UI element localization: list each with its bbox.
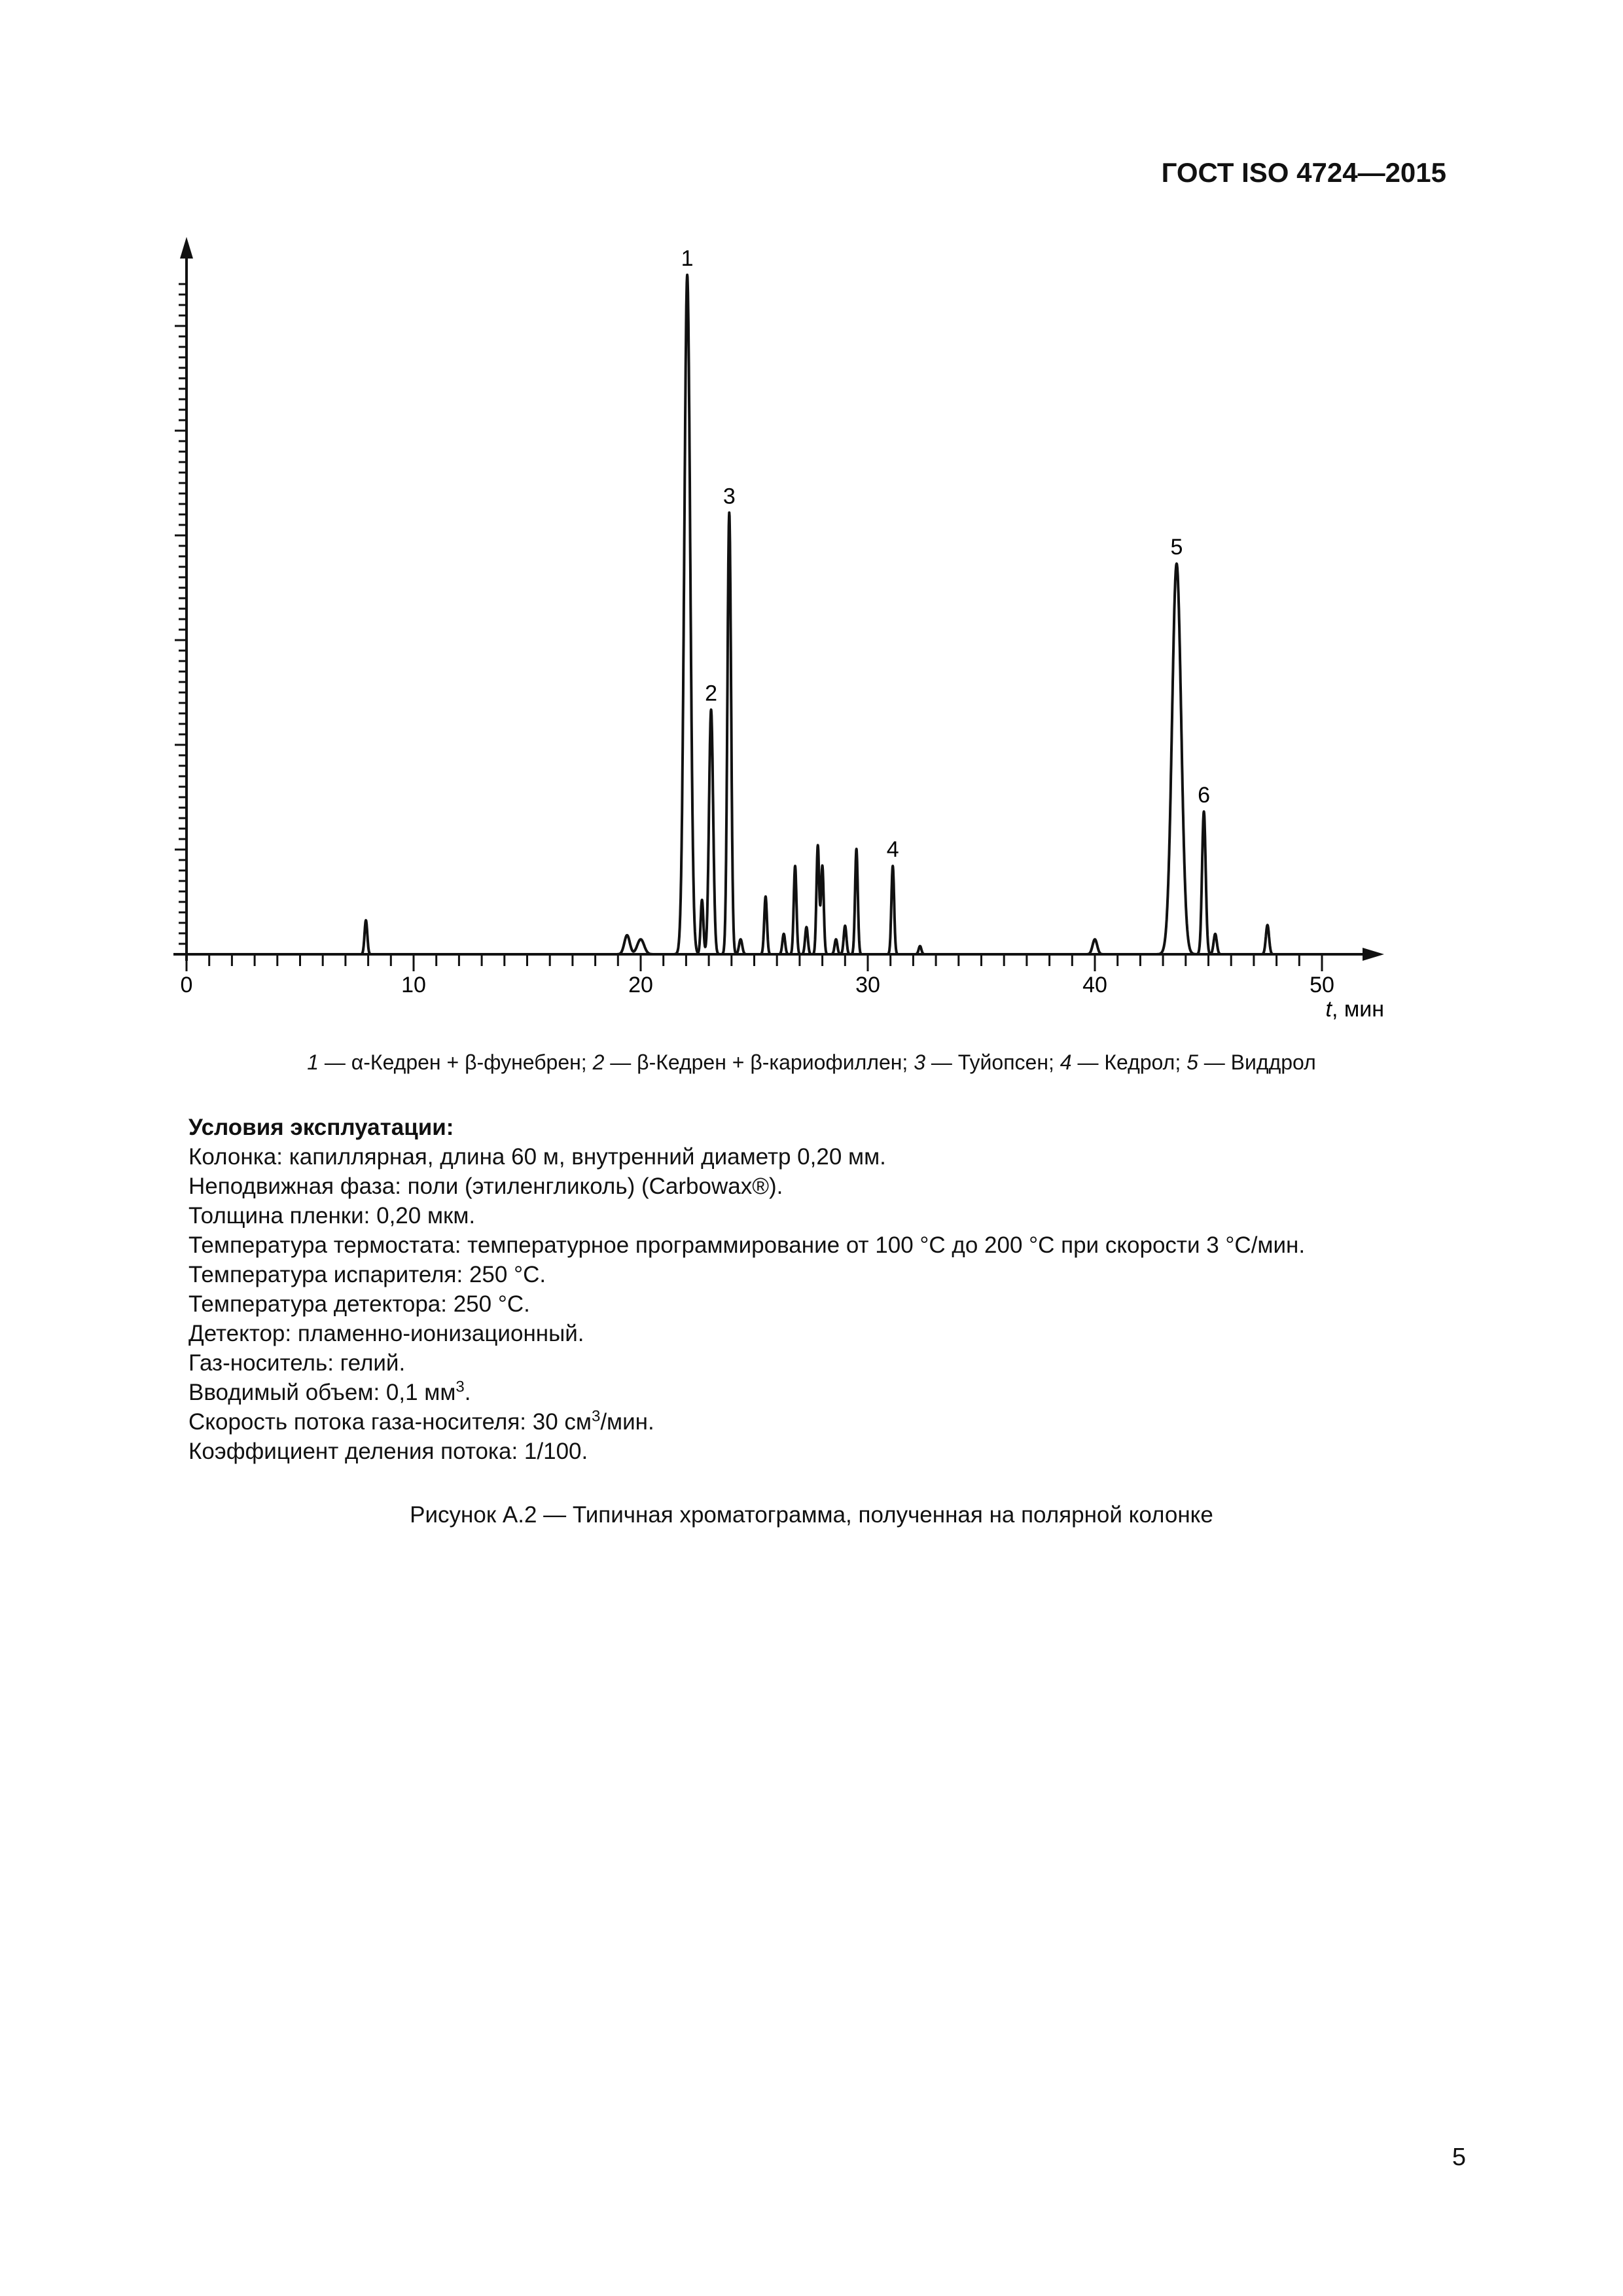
x-tick-label: 20 [628,973,653,997]
legend-item-text: — Туйопсен; [925,1050,1054,1074]
peak-label: 5 [1170,535,1183,560]
peak-legend [0,1050,1623,1075]
condition-split: Коэффициент деления потока: 1/100. [188,1439,588,1464]
condition-column: Колонка: капиллярная, длина 60 м, внутренний диаметр 0,20 мм. [188,1144,886,1170]
peak-label: 6 [1198,783,1211,808]
legend-item-text: — β-Кедрен + β-кариофиллен; [604,1050,908,1074]
flow-text: Скорость потока газа-носителя: 30 см [188,1409,592,1435]
legend-item-text: — α-Кедрен + β-фунебрен; [318,1050,587,1074]
x-tick-label: 0 [180,973,193,997]
peak-label: 4 [886,837,899,863]
y-axis [175,237,193,961]
y-axis-arrow-icon [180,237,193,259]
x-tick-label: 30 [855,973,880,997]
peak-label: 3 [722,484,736,509]
volume-text: Вводимый объем: 0,1 мм [188,1380,456,1405]
volume-end: . [464,1380,471,1405]
condition-detector-temp: Температура детектора: 250 °С. [188,1291,530,1317]
legend-item [1186,1050,1316,1074]
chromatogram-trace [187,275,1349,954]
condition-carrier: Газ-носитель: гелий. [188,1350,406,1376]
chromatogram-chart [0,0,1623,1047]
page-number: 5 [1452,2144,1466,2171]
flow-end: /мин. [600,1409,654,1435]
legend-item [593,1050,908,1074]
condition-flow [188,1407,1305,1437]
legend-item [307,1050,587,1074]
volume-superscript: 3 [455,1378,465,1396]
peak-labels [681,246,1210,862]
figure-caption: Рисунок А.2 — Типичная хроматограмма, полученная на полярной колонке [410,1502,1213,1528]
legend-item-number: 1 [307,1050,319,1074]
condition-injector: Температура испарителя: 250 °С. [188,1262,546,1287]
x-axis-label [1326,997,1385,1022]
x-tick-label: 10 [401,973,426,997]
condition-volume [188,1378,1305,1407]
legend-item [1060,1050,1181,1074]
legend-item-text: — Кедрол; [1071,1050,1181,1074]
peak-label: 1 [681,246,694,271]
legend-item [914,1050,1054,1074]
legend-item-number: 5 [1186,1050,1198,1074]
legend-item-number: 2 [592,1050,605,1074]
legend-item-number: 3 [914,1050,925,1074]
x-axis-arrow-icon [1363,948,1384,961]
condition-phase: Неподвижная фаза: поли (этиленгликоль) (Carbowax®). [188,1174,783,1199]
x-tick-label: 40 [1082,973,1107,997]
operating-conditions [188,1113,1305,1466]
x-axis-label-unit: , мин [1331,997,1384,1022]
condition-detector: Детектор: пламенно-ионизационный. [188,1321,584,1346]
x-axis-label-variable: t [1325,997,1332,1022]
peak-label: 2 [705,681,718,706]
x-tick-label: 50 [1310,973,1334,997]
document-code: ГОСТ ISO 4724—2015 [1161,157,1446,188]
condition-film: Толщина пленки: 0,20 мкм. [188,1203,476,1229]
condition-oven: Температура термостата: температурное программирование от 100 °С до 200 °С при скорости 3 °С/мин. [188,1232,1306,1258]
legend-item-number: 4 [1060,1050,1072,1074]
flow-superscript: 3 [591,1407,601,1426]
conditions-title: Условия эксплуатации: [188,1115,454,1140]
legend-item-text: — Виддрол [1198,1050,1316,1074]
